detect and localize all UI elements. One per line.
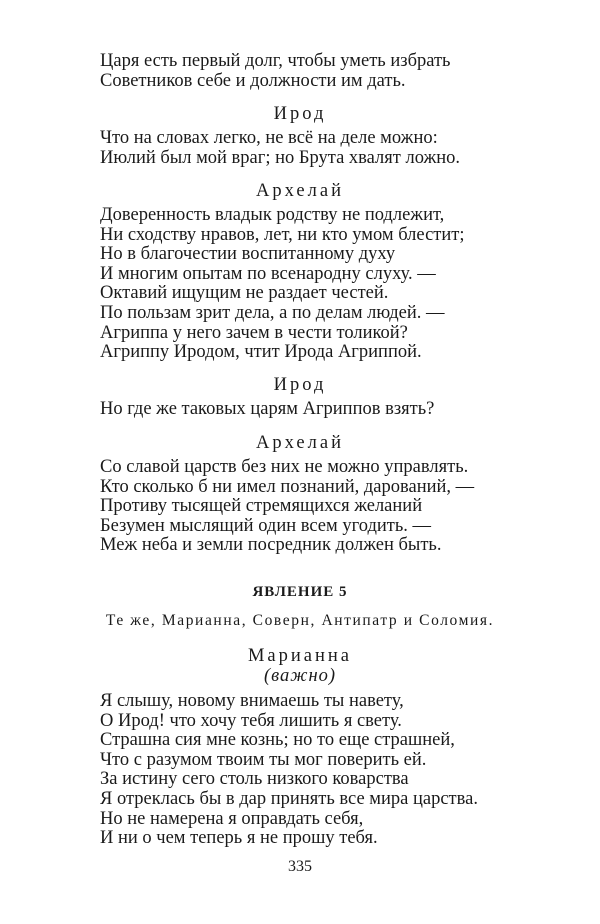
verse-line: По пользам зрит дела, а по делам людей. — xyxy=(100,302,445,323)
verse-line: Доверенность владык родству не подлежит, xyxy=(100,205,445,225)
verse-line: Противу тысящей стремящихся желаний xyxy=(100,496,423,517)
verse-line: И ни о чем теперь я не прошу тебя. xyxy=(100,828,378,849)
verse-block-2 xyxy=(100,129,460,168)
verse-line: Агриппу Иродом, чтит Ирода Агриппой. xyxy=(100,342,422,363)
stage-direction: (важно) xyxy=(263,666,337,686)
verse-block-5 xyxy=(100,458,474,556)
verse-line: Я слышу, новому внимаешь ты навету, xyxy=(100,691,404,711)
verse-block-1 xyxy=(100,52,451,91)
verse-line: Что с разумом твоим ты мог поверить ей. xyxy=(100,749,427,770)
verse-block-4 xyxy=(100,400,434,420)
speaker-name: Ирод xyxy=(273,375,327,395)
page-number: 335 xyxy=(288,858,312,875)
verse-line: И многим опытам по всенародну слуху. — xyxy=(100,263,436,284)
verse-line: Ни сходству нравов, лет, ни кто умом блестит; xyxy=(100,224,465,245)
verse-line: Но в благочестии воспитанному духу xyxy=(100,244,396,265)
verse-line: Что на словах легко, не всё на деле можно: xyxy=(100,128,438,148)
speaker-name: Архелай xyxy=(256,181,344,201)
verse-line: Но не намерена я оправдать себя, xyxy=(100,808,364,829)
scene-title: ЯВЛЕНИЕ 5 xyxy=(252,584,348,600)
verse-line: Страшна сия мне кознь; но то еще страшней, xyxy=(100,730,455,751)
verse-line: Агриппа у него зачем в чести толикой? xyxy=(100,322,408,343)
verse-line: Кто сколько б ни имел познаний, дарований, — xyxy=(100,476,475,497)
verse-line: За истину сего столь низкого коварства xyxy=(100,769,409,790)
verse-line: Октавий ищущим не раздает честей. xyxy=(100,283,389,304)
speaker-name: Ирод xyxy=(273,104,327,124)
verse-line: Я отреклась бы в дар принять все мира царства. xyxy=(100,788,478,809)
verse-block-3 xyxy=(100,206,465,363)
speaker-name: Марианна xyxy=(247,646,353,666)
verse-line: Июлий был мой враг; но Брута хвалят ложно. xyxy=(100,147,461,168)
verse-line: Меж неба и земли посредник должен быть. xyxy=(100,535,442,556)
speaker-name: Архелай xyxy=(256,433,344,453)
verse-line: Безумен мыслящий один всем угодить. — xyxy=(100,515,432,536)
verse-line: Со славой царств без них не можно управлять. xyxy=(100,457,469,477)
verse-line: Царя есть первый долг, чтобы уметь избрать xyxy=(100,51,451,71)
verse-line: О Ирод! что хочу тебя лишить я свету. xyxy=(100,710,402,731)
verse-block-6 xyxy=(100,692,478,849)
scene-cast: Те же, Марианна, Соверн, Антипатр и Соломия. xyxy=(105,612,495,629)
verse-line: Советников себе и должности им дать. xyxy=(100,70,406,91)
verse-line: Но где же таковых царям Агриппов взять? xyxy=(100,399,435,419)
